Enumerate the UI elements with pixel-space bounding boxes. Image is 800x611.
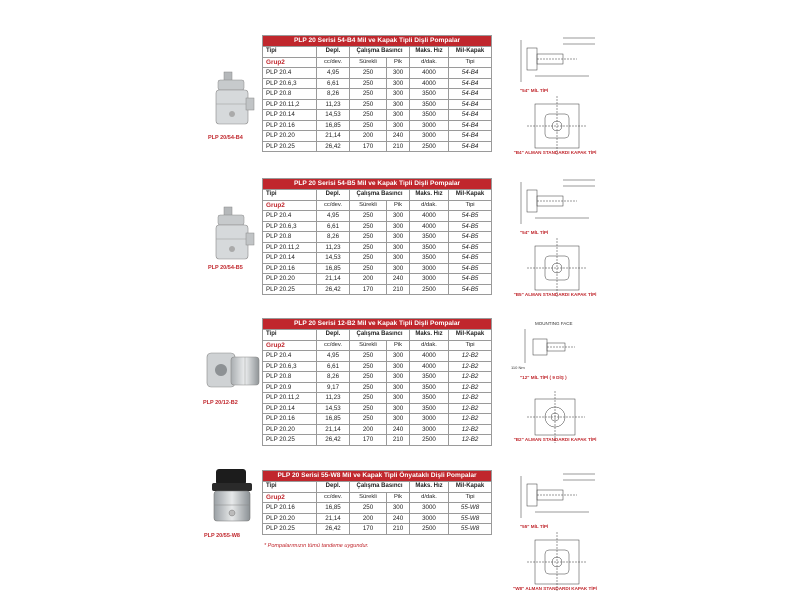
table-cell: 240	[387, 274, 410, 285]
shaft-type-label: "54" MİL TİPİ	[520, 88, 549, 93]
group-label: Grup2	[263, 340, 317, 351]
type-label: Tipi	[449, 492, 492, 503]
table-cell: 300	[387, 263, 410, 274]
table-cell: 11,23	[317, 99, 350, 110]
footnote: * Pompalarımızın tümü tandeme uygundur.	[264, 543, 369, 549]
table-row	[263, 99, 492, 110]
table-cell: 3000	[410, 263, 449, 274]
table-title: PLP 20 Serisi 55-W8 Mil ve Kapak Tipli Önyataklı Dişli Pompalar	[263, 471, 492, 482]
table-cell: PLP 20.4	[263, 68, 317, 79]
table-cell: PLP 20.14	[263, 253, 317, 264]
table-cell: 54-B4	[449, 110, 492, 121]
table-cell: 54-B4	[449, 78, 492, 89]
col-depl: Depl.	[317, 47, 350, 58]
table-cell: 54-B5	[449, 211, 492, 222]
col-shaft: Mil-Kapak	[449, 190, 492, 201]
table-row	[263, 372, 492, 383]
table-cell: 2500	[410, 141, 449, 152]
table-cell: 250	[350, 211, 387, 222]
table-cell: 54-B5	[449, 232, 492, 243]
table-cell: 54-B4	[449, 141, 492, 152]
rpm-label: d/dak.	[410, 492, 449, 503]
table-row	[263, 435, 492, 446]
table-cell: PLP 20.6,3	[263, 361, 317, 372]
type-label: Tipi	[449, 200, 492, 211]
unit-label: cc/dev.	[317, 340, 350, 351]
table-cell: 240	[387, 131, 410, 142]
col-speed: Maks. Hız	[410, 482, 449, 493]
table-cell: 11,23	[317, 393, 350, 404]
table-cell: 4000	[410, 351, 449, 362]
table-cell: 54-B5	[449, 263, 492, 274]
table-cell: PLP 20.4	[263, 211, 317, 222]
table-cell: 6,61	[317, 361, 350, 372]
table-cell: 16,85	[317, 414, 350, 425]
table-cell: 3500	[410, 232, 449, 243]
table-cell: 300	[387, 372, 410, 383]
continuous-label: Sürekli	[350, 200, 387, 211]
table-cell: 170	[350, 141, 387, 152]
group-label: Grup2	[263, 492, 317, 503]
table-cell: 3500	[410, 110, 449, 121]
cover-type-label: "B5" ALMAN STANDARDI KAPAK TİPİ	[513, 292, 597, 297]
table-row	[263, 89, 492, 100]
table-cell: 54-B5	[449, 221, 492, 232]
spec-table	[262, 470, 492, 535]
rpm-label: d/dak.	[410, 57, 449, 68]
table-cell: 12-B2	[449, 393, 492, 404]
table-cell: 4000	[410, 211, 449, 222]
col-tipi: Tipi	[263, 330, 317, 341]
pump-image	[205, 345, 261, 402]
table-row	[263, 393, 492, 404]
table-cell: 54-B4	[449, 99, 492, 110]
table-cell: 170	[350, 524, 387, 535]
table-cell: 21,14	[317, 513, 350, 524]
table-cell: 12-B2	[449, 382, 492, 393]
table-title: PLP 20 Serisi 12-B2 Mil ve Kapak Tipli Dişli Pompalar	[263, 319, 492, 330]
table-cell: 250	[350, 414, 387, 425]
table-cell: 300	[387, 120, 410, 131]
table-cell: 300	[387, 232, 410, 243]
table-row	[263, 361, 492, 372]
table-cell: 3500	[410, 393, 449, 404]
table-cell: 300	[387, 361, 410, 372]
type-label: Tipi	[449, 340, 492, 351]
table-row	[263, 263, 492, 274]
table-cell: 2500	[410, 284, 449, 295]
table-row	[263, 232, 492, 243]
table-cell: 12-B2	[449, 424, 492, 435]
table-cell: 3500	[410, 253, 449, 264]
table-cell: 54-B5	[449, 253, 492, 264]
table-cell: PLP 20.20	[263, 274, 317, 285]
col-pressure: Çalışma Basıncı	[350, 482, 410, 493]
table-cell: PLP 20.20	[263, 131, 317, 142]
table-cell: 300	[387, 393, 410, 404]
table-cell: 250	[350, 120, 387, 131]
peak-label: Pik	[387, 200, 410, 211]
table-cell: 3500	[410, 403, 449, 414]
table-cell: 3500	[410, 89, 449, 100]
continuous-label: Sürekli	[350, 57, 387, 68]
table-row	[263, 131, 492, 142]
table-cell: 200	[350, 131, 387, 142]
table-cell: PLP 20.25	[263, 141, 317, 152]
shaft-type-label: "55" MİL TİPİ	[520, 524, 549, 529]
table-cell: PLP 20.6,3	[263, 78, 317, 89]
col-shaft: Mil-Kapak	[449, 482, 492, 493]
table-row	[263, 78, 492, 89]
table-row	[263, 120, 492, 131]
table-cell: 3000	[410, 513, 449, 524]
table-cell: 6,61	[317, 221, 350, 232]
table-cell: 26,42	[317, 141, 350, 152]
table-cell: PLP 20.14	[263, 110, 317, 121]
table-row	[263, 403, 492, 414]
table-cell: 54-B4	[449, 120, 492, 131]
cover-type-label: "B4" ALMAN STANDARDI KAPAK TİPİ	[513, 150, 597, 155]
pump-label: PLP 20/55-W8	[204, 533, 240, 539]
table-cell: 4000	[410, 361, 449, 372]
table-cell: 12-B2	[449, 403, 492, 414]
table-cell: 26,42	[317, 284, 350, 295]
table-row	[263, 221, 492, 232]
svg-text:110 Nm: 110 Nm	[511, 365, 525, 370]
table-cell: 300	[387, 503, 410, 514]
table-cell: 4000	[410, 68, 449, 79]
table-cell: 26,42	[317, 435, 350, 446]
type-label: Tipi	[449, 57, 492, 68]
spec-table	[262, 35, 492, 152]
table-cell: 2500	[410, 435, 449, 446]
cover-type-label: "B2" ALMAN STANDARDI KAPAK TİPİ	[513, 437, 597, 442]
table-cell: 250	[350, 372, 387, 383]
table-cell: 250	[350, 351, 387, 362]
table-cell: 300	[387, 78, 410, 89]
table-cell: 300	[387, 253, 410, 264]
col-depl: Depl.	[317, 482, 350, 493]
table-cell: 55-W8	[449, 513, 492, 524]
table-cell: 200	[350, 274, 387, 285]
table-cell: 250	[350, 232, 387, 243]
table-cell: 300	[387, 414, 410, 425]
table-cell: PLP 20.16	[263, 263, 317, 274]
table-cell: 250	[350, 78, 387, 89]
table-cell: 3000	[410, 414, 449, 425]
table-cell: 3000	[410, 131, 449, 142]
table-row	[263, 253, 492, 264]
table-cell: 250	[350, 263, 387, 274]
table-cell: 210	[387, 435, 410, 446]
col-tipi: Tipi	[263, 482, 317, 493]
table-row	[263, 503, 492, 514]
pump-image	[206, 467, 258, 532]
table-cell: 300	[387, 382, 410, 393]
table-cell: 54-B4	[449, 68, 492, 79]
table-row	[263, 211, 492, 222]
table-cell: 6,61	[317, 78, 350, 89]
rpm-label: d/dak.	[410, 340, 449, 351]
table-row	[263, 382, 492, 393]
table-row	[263, 284, 492, 295]
table-title: PLP 20 Serisi 54-B4 Mil ve Kapak Tipli Dişli Pompalar	[263, 36, 492, 47]
peak-label: Pik	[387, 492, 410, 503]
pump-image	[210, 70, 258, 135]
table-cell: 14,53	[317, 403, 350, 414]
unit-label: cc/dev.	[317, 57, 350, 68]
table-cell: PLP 20.11,2	[263, 242, 317, 253]
table-cell: 210	[387, 284, 410, 295]
table-cell: 250	[350, 403, 387, 414]
table-row	[263, 141, 492, 152]
table-cell: 200	[350, 513, 387, 524]
table-cell: 300	[387, 351, 410, 362]
table-cell: 16,85	[317, 503, 350, 514]
table-cell: 250	[350, 503, 387, 514]
table-row	[263, 513, 492, 524]
continuous-label: Sürekli	[350, 492, 387, 503]
col-tipi: Tipi	[263, 47, 317, 58]
table-cell: 21,14	[317, 274, 350, 285]
group-label: Grup2	[263, 57, 317, 68]
table-title: PLP 20 Serisi 54-B5 Mil ve Kapak Tipli Dişli Pompalar	[263, 179, 492, 190]
table-cell: 11,23	[317, 242, 350, 253]
table-cell: 12-B2	[449, 414, 492, 425]
table-cell: 14,53	[317, 253, 350, 264]
table-cell: PLP 20.25	[263, 524, 317, 535]
peak-label: Pik	[387, 340, 410, 351]
table-cell: 21,14	[317, 131, 350, 142]
table-cell: 250	[350, 221, 387, 232]
col-pressure: Çalışma Basıncı	[350, 190, 410, 201]
table-cell: 250	[350, 242, 387, 253]
table-row	[263, 242, 492, 253]
col-pressure: Çalışma Basıncı	[350, 330, 410, 341]
table-cell: 3500	[410, 382, 449, 393]
table-cell: 210	[387, 524, 410, 535]
table-cell: 4000	[410, 78, 449, 89]
table-cell: 250	[350, 393, 387, 404]
table-cell: 16,85	[317, 120, 350, 131]
table-cell: PLP 20.6,3	[263, 221, 317, 232]
table-cell: 9,17	[317, 382, 350, 393]
table-row	[263, 68, 492, 79]
table-cell: PLP 20.4	[263, 351, 317, 362]
table-cell: 250	[350, 89, 387, 100]
col-tipi: Tipi	[263, 190, 317, 201]
table-cell: PLP 20.11,2	[263, 393, 317, 404]
spec-table	[262, 318, 492, 446]
table-cell: 300	[387, 403, 410, 414]
table-cell: 54-B5	[449, 274, 492, 285]
table-cell: PLP 20.9	[263, 382, 317, 393]
table-cell: 240	[387, 424, 410, 435]
col-shaft: Mil-Kapak	[449, 47, 492, 58]
pump-label: PLP 20/54-B5	[208, 265, 243, 271]
table-cell: PLP 20.8	[263, 372, 317, 383]
table-cell: PLP 20.11,2	[263, 99, 317, 110]
unit-label: cc/dev.	[317, 492, 350, 503]
table-cell: PLP 20.25	[263, 435, 317, 446]
table-cell: 12-B2	[449, 372, 492, 383]
col-depl: Depl.	[317, 330, 350, 341]
table-cell: 300	[387, 221, 410, 232]
table-cell: 300	[387, 99, 410, 110]
table-cell: 21,14	[317, 424, 350, 435]
table-cell: 26,42	[317, 524, 350, 535]
table-cell: PLP 20.8	[263, 89, 317, 100]
shaft-type-label: "54" MİL TİPİ	[520, 230, 549, 235]
svg-text:MOUNTING FACE: MOUNTING FACE	[535, 321, 573, 326]
table-cell: 250	[350, 110, 387, 121]
table-row	[263, 414, 492, 425]
table-cell: PLP 20.16	[263, 414, 317, 425]
table-cell: 250	[350, 253, 387, 264]
col-speed: Maks. Hız	[410, 330, 449, 341]
rpm-label: d/dak.	[410, 200, 449, 211]
table-cell: 3000	[410, 503, 449, 514]
table-cell: 4,95	[317, 351, 350, 362]
group-label: Grup2	[263, 200, 317, 211]
table-row	[263, 110, 492, 121]
table-cell: 55-W8	[449, 524, 492, 535]
table-cell: 300	[387, 242, 410, 253]
table-cell: 4,95	[317, 68, 350, 79]
table-cell: 55-W8	[449, 503, 492, 514]
unit-label: cc/dev.	[317, 200, 350, 211]
col-depl: Depl.	[317, 190, 350, 201]
table-cell: 240	[387, 513, 410, 524]
table-cell: 4000	[410, 221, 449, 232]
table-cell: 4,95	[317, 211, 350, 222]
col-speed: Maks. Hız	[410, 190, 449, 201]
col-shaft: Mil-Kapak	[449, 330, 492, 341]
table-cell: 54-B4	[449, 131, 492, 142]
pump-label: PLP 20/54-B4	[208, 135, 243, 141]
table-cell: PLP 20.16	[263, 503, 317, 514]
shaft-type-label: "12" MİL TİPİ ( 9 DİŞ )	[520, 375, 567, 380]
table-cell: 300	[387, 68, 410, 79]
col-pressure: Çalışma Basıncı	[350, 47, 410, 58]
spec-table	[262, 178, 492, 295]
table-cell: 3000	[410, 274, 449, 285]
table-cell: 170	[350, 435, 387, 446]
continuous-label: Sürekli	[350, 340, 387, 351]
table-cell: 250	[350, 68, 387, 79]
table-cell: 300	[387, 89, 410, 100]
table-cell: 3500	[410, 99, 449, 110]
table-cell: PLP 20.16	[263, 120, 317, 131]
table-cell: 250	[350, 99, 387, 110]
table-cell: 14,53	[317, 110, 350, 121]
table-cell: 300	[387, 110, 410, 121]
table-cell: PLP 20.20	[263, 513, 317, 524]
table-cell: 210	[387, 141, 410, 152]
table-row	[263, 274, 492, 285]
table-cell: 54-B5	[449, 284, 492, 295]
table-cell: 3000	[410, 424, 449, 435]
table-cell: PLP 20.20	[263, 424, 317, 435]
table-row	[263, 351, 492, 362]
table-cell: 300	[387, 211, 410, 222]
table-cell: PLP 20.8	[263, 232, 317, 243]
table-cell: 3500	[410, 242, 449, 253]
col-speed: Maks. Hız	[410, 47, 449, 58]
cover-type-label: "W8" ALMAN STANDARDI KAPAK TİPİ	[513, 586, 597, 591]
table-cell: 12-B2	[449, 351, 492, 362]
table-cell: 8,26	[317, 89, 350, 100]
table-cell: 54-B4	[449, 89, 492, 100]
table-cell: 12-B2	[449, 361, 492, 372]
table-cell: 200	[350, 424, 387, 435]
table-cell: 54-B5	[449, 242, 492, 253]
table-cell: 250	[350, 382, 387, 393]
table-cell: 3500	[410, 372, 449, 383]
table-row	[263, 424, 492, 435]
table-cell: 8,26	[317, 372, 350, 383]
peak-label: Pik	[387, 57, 410, 68]
table-row	[263, 524, 492, 535]
pump-image	[210, 205, 258, 270]
pump-label: PLP 20/12-B2	[203, 400, 238, 406]
table-cell: 16,85	[317, 263, 350, 274]
table-cell: 170	[350, 284, 387, 295]
table-cell: 2500	[410, 524, 449, 535]
table-cell: 3000	[410, 120, 449, 131]
table-cell: 12-B2	[449, 435, 492, 446]
table-cell: PLP 20.14	[263, 403, 317, 414]
table-cell: 8,26	[317, 232, 350, 243]
table-cell: 250	[350, 361, 387, 372]
table-cell: PLP 20.25	[263, 284, 317, 295]
